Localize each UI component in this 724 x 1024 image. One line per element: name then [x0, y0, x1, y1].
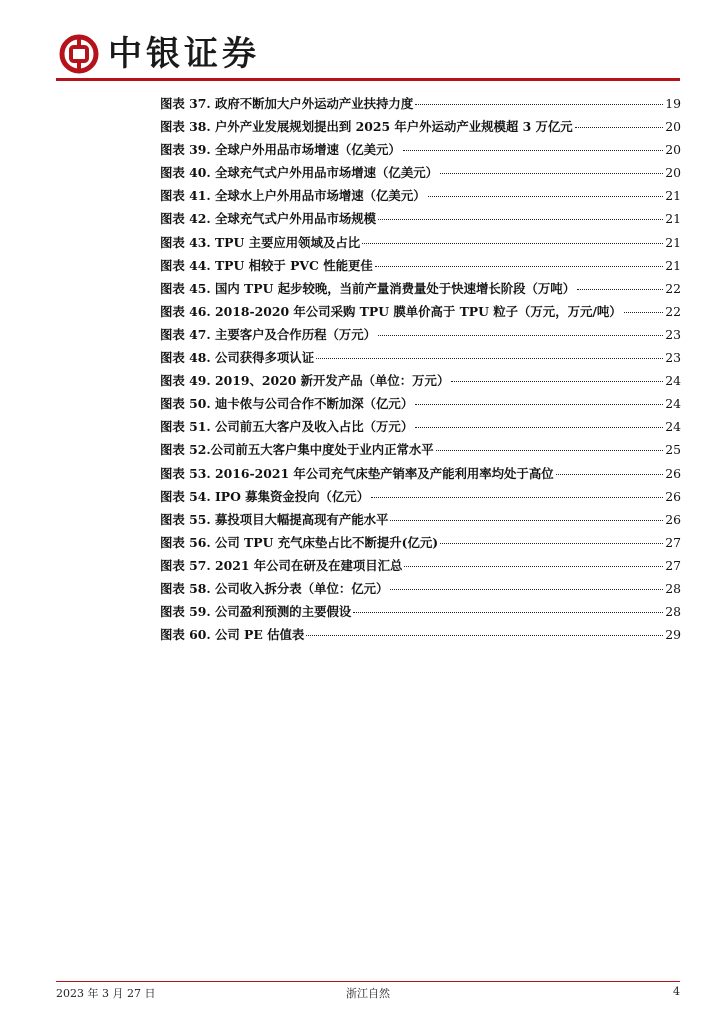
toc-dot-leader: [306, 634, 663, 636]
toc-entry-page: 22: [665, 303, 681, 319]
toc-entry[interactable]: [160, 392, 681, 415]
toc-dot-leader: [575, 126, 664, 128]
bank-of-china-logo-icon: [58, 33, 100, 75]
toc-entry-label: 图表 50. 迪卡侬与公司合作不断加深（亿元）: [160, 396, 414, 412]
header-divider: [56, 78, 680, 81]
toc-entry-page: 24: [665, 396, 681, 412]
toc-entry-page: 23: [665, 326, 681, 342]
toc-entry-page: 27: [665, 534, 681, 550]
toc-dot-leader: [451, 380, 663, 382]
toc-entry-page: 24: [665, 373, 681, 389]
toc-entry-page: 19: [665, 96, 681, 111]
toc-entry-label: 图表 52.公司前五大客户集中度处于业内正常水平: [160, 442, 434, 458]
toc-entry-label: 图表 37. 政府不断加大户外运动产业扶持力度: [160, 96, 414, 111]
toc-entry[interactable]: [160, 207, 681, 230]
toc-entry-page: 23: [665, 350, 681, 366]
toc-entry[interactable]: [160, 577, 681, 600]
toc-entry-label: 图表 54. IPO 募集资金投向（亿元）: [160, 488, 370, 504]
toc-entry[interactable]: [160, 438, 681, 461]
toc-dot-leader: [428, 195, 664, 197]
toc-dot-leader: [362, 242, 663, 244]
toc-entry-label: 图表 41. 全球水上户外用品市场增速（亿美元）: [160, 188, 426, 204]
toc-entry-label: 图表 55. 募投项目大幅提高现有产能水平: [160, 511, 389, 527]
toc-entry[interactable]: [160, 508, 681, 531]
toc-entry-page: 20: [665, 119, 681, 135]
toc-entry-label: 图表 56. 公司 TPU 充气床垫占比不断提升(亿元): [160, 534, 439, 550]
toc-entry-label: 图表 48. 公司获得多项认证: [160, 350, 315, 366]
toc-dot-leader: [440, 542, 663, 544]
toc-entry-page: 26: [665, 488, 681, 504]
toc-entry-page: 28: [665, 604, 681, 620]
toc-entry-label: 图表 45. 国内 TPU 起步较晚，当前产量消费量处于快速增长阶段（万吨）: [160, 280, 576, 296]
toc-entry[interactable]: [160, 161, 681, 184]
toc-entry[interactable]: [160, 254, 681, 277]
toc-entry-page: 20: [665, 142, 681, 158]
toc-entry-label: 图表 44. TPU 相较于 PVC 性能更佳: [160, 257, 373, 273]
toc-dot-leader: [316, 357, 663, 359]
toc-dot-leader: [378, 218, 663, 220]
toc-entry[interactable]: [160, 231, 681, 254]
toc-entry[interactable]: [160, 485, 681, 508]
toc-entry[interactable]: [160, 531, 681, 554]
toc-entry-label: 图表 39. 全球户外用品市场增速（亿美元）: [160, 142, 401, 158]
toc-entry-label: 图表 57. 2021 年公司在研及在建项目汇总: [160, 557, 403, 573]
footer-divider: [56, 981, 680, 982]
toc-entry[interactable]: [160, 138, 681, 161]
toc-entry-label: 图表 51. 公司前五大客户及收入占比（万元）: [160, 419, 414, 435]
toc-dot-leader: [577, 288, 663, 290]
toc-entry[interactable]: [160, 554, 681, 577]
toc-entry[interactable]: [160, 415, 681, 438]
toc-entry-page: 24: [665, 419, 681, 435]
toc-entry-page: 26: [665, 511, 681, 527]
toc-entry[interactable]: [160, 184, 681, 207]
toc-entry-label: 图表 40. 全球充气式户外用品市场增速（亿美元）: [160, 165, 438, 181]
page-header: [58, 30, 260, 78]
toc-entry-label: 图表 49. 2019、2020 新开发产品（单位：万元）: [160, 373, 450, 389]
toc-dot-leader: [415, 403, 663, 405]
toc-entry[interactable]: [160, 600, 681, 623]
toc-entry-label: 图表 58. 公司收入拆分表（单位：亿元）: [160, 580, 389, 596]
toc-dot-leader: [624, 311, 664, 313]
toc-entry-label: 图表 60. 公司 PE 估值表: [160, 627, 305, 643]
brand-name: 中银证券: [108, 34, 260, 74]
toc-entry[interactable]: [160, 277, 681, 300]
page-number: 4: [673, 985, 680, 998]
toc-entry-page: 22: [665, 280, 681, 296]
toc-entry-page: 27: [665, 557, 681, 573]
toc-entry-page: 28: [665, 580, 681, 596]
toc-dot-leader: [436, 449, 664, 451]
toc-entry[interactable]: [160, 92, 681, 115]
toc-entry[interactable]: [160, 115, 681, 138]
report-date: 2023 年 3 月 27 日: [56, 987, 156, 1000]
toc-entry-page: 25: [665, 442, 681, 458]
toc-entry-label: 图表 38. 户外产业发展规划提出到 2025 年户外运动产业规模超 3 万亿元: [160, 119, 573, 135]
company-name: 浙江自然: [346, 987, 390, 1000]
toc-entry-page: 29: [665, 627, 681, 643]
toc-entry[interactable]: [160, 623, 681, 646]
table-of-figures: [160, 92, 681, 646]
toc-dot-leader: [390, 519, 663, 521]
toc-entry-page: 20: [665, 165, 681, 181]
toc-entry-label: 图表 53. 2016-2021 年公司充气床垫产销率及产能利用率均处于高位: [160, 465, 554, 481]
toc-entry-label: 图表 46. 2018-2020 年公司采购 TPU 膜单价高于 TPU 粒子（万元，万元/吨）: [160, 303, 622, 319]
toc-entry[interactable]: [160, 369, 681, 392]
toc-entry-label: 图表 47. 主要客户及合作历程（万元）: [160, 326, 377, 342]
toc-dot-leader: [415, 426, 663, 428]
toc-dot-leader: [353, 611, 663, 613]
toc-dot-leader: [378, 334, 663, 336]
toc-dot-leader: [415, 103, 663, 105]
toc-entry[interactable]: [160, 323, 681, 346]
toc-entry-page: 21: [665, 234, 681, 250]
toc-entry-page: 26: [665, 465, 681, 481]
toc-entry[interactable]: [160, 300, 681, 323]
toc-entry-label: 图表 42. 全球充气式户外用品市场规模: [160, 211, 377, 227]
toc-dot-leader: [390, 588, 663, 590]
toc-dot-leader: [556, 473, 664, 475]
toc-dot-leader: [403, 149, 663, 151]
toc-entry-label: 图表 43. TPU 主要应用领域及占比: [160, 234, 361, 250]
toc-dot-leader: [371, 496, 663, 498]
toc-entry[interactable]: [160, 462, 681, 485]
toc-entry-page: 21: [665, 188, 681, 204]
toc-entry[interactable]: [160, 346, 681, 369]
toc-dot-leader: [404, 565, 663, 567]
page-footer: [56, 985, 680, 1005]
toc-entry-page: 21: [665, 211, 681, 227]
toc-entry-page: 21: [665, 257, 681, 273]
toc-dot-leader: [440, 172, 663, 174]
toc-dot-leader: [375, 265, 663, 267]
toc-entry-label: 图表 59. 公司盈利预测的主要假设: [160, 604, 352, 620]
